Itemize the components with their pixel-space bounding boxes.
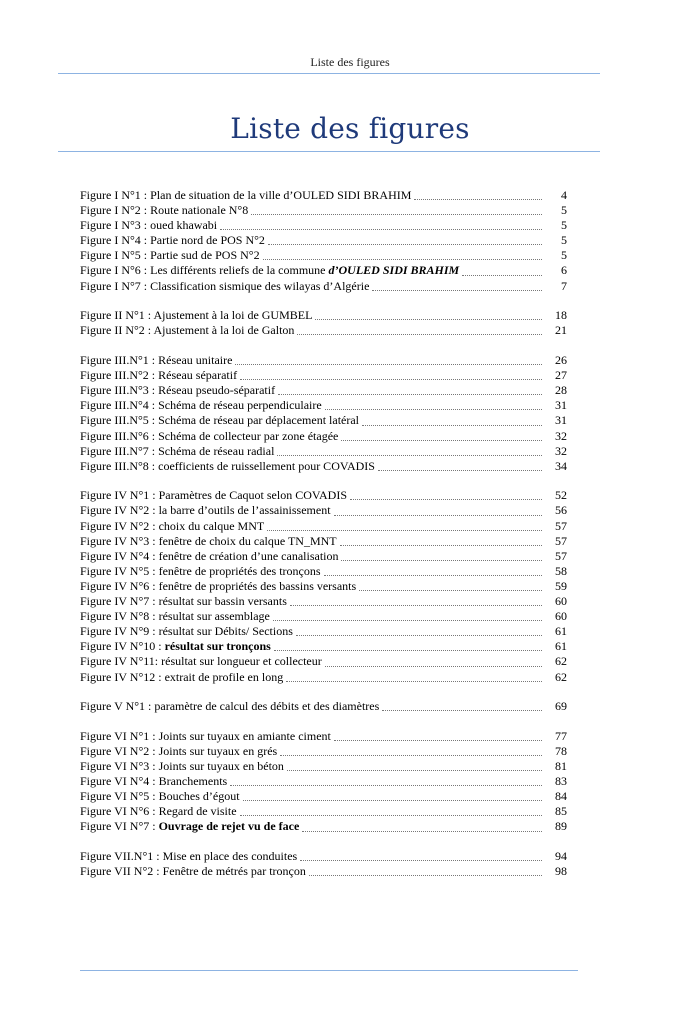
entry-label xyxy=(80,308,312,323)
page-number: 61 xyxy=(555,639,567,654)
toc-entry[interactable] xyxy=(80,519,567,534)
page-number: 5 xyxy=(561,203,567,218)
figure-caption: la barre d’outils de l’assainissement xyxy=(155,503,331,518)
figure-caption: Ajustement à la loi de Galton xyxy=(151,323,295,338)
dot-leader xyxy=(277,455,542,456)
toc-entry[interactable] xyxy=(80,368,567,383)
entry-label xyxy=(80,429,338,444)
page-number: 78 xyxy=(555,743,567,758)
figure-caption: oued khawabi xyxy=(147,218,218,233)
entry-label xyxy=(80,639,271,654)
entry-label xyxy=(80,534,337,549)
entry-label xyxy=(80,203,248,218)
entry-label xyxy=(80,218,217,233)
dot-leader xyxy=(315,319,542,320)
page-number: 94 xyxy=(555,849,567,864)
dot-leader xyxy=(341,560,542,561)
dot-leader xyxy=(359,590,542,591)
toc-entry[interactable] xyxy=(80,744,567,759)
figure-ref: Figure III.N°1 : xyxy=(80,353,156,368)
toc-entry[interactable] xyxy=(80,729,567,744)
page-number: 31 xyxy=(555,413,567,428)
page-title: Liste des figures xyxy=(230,112,470,145)
entry-label xyxy=(80,594,287,609)
figure-ref: Figure II N°1 : xyxy=(80,308,152,323)
toc-entry[interactable] xyxy=(80,459,567,474)
figure-caption: Paramètres de Caquot selon COVADIS xyxy=(155,488,347,503)
entry-label xyxy=(80,488,347,503)
toc-entry[interactable] xyxy=(80,864,567,879)
figure-caption: extrait de profile en long xyxy=(161,669,284,684)
figure-ref: Figure I N°3 : xyxy=(80,218,148,233)
page-number: 4 xyxy=(561,188,567,202)
figure-caption: Réseau pseudo-séparatif xyxy=(155,383,276,398)
entry-label xyxy=(80,819,299,834)
figure-ref: Figure III.N°2 : xyxy=(80,368,156,383)
page-number: 32 xyxy=(555,443,567,458)
figure-list xyxy=(80,188,567,894)
figure-ref: Figure IV N°5 : xyxy=(80,563,156,578)
figure-ref: Figure I N°6 : xyxy=(80,263,148,278)
entry-label xyxy=(80,804,237,819)
dot-leader xyxy=(325,666,542,667)
toc-entry[interactable] xyxy=(80,549,567,564)
figure-ref: Figure VII.N°1 : xyxy=(80,849,160,864)
dot-leader xyxy=(287,770,542,771)
toc-entry[interactable] xyxy=(80,429,567,444)
page-number: 57 xyxy=(555,518,567,533)
entry-label xyxy=(80,609,270,624)
toc-entry[interactable] xyxy=(80,203,567,218)
figure-caption: Partie nord de POS N°2 xyxy=(147,233,265,248)
dot-leader xyxy=(296,635,542,636)
figure-caption: fenêtre de propriétés des tronçons xyxy=(155,563,321,578)
dot-leader xyxy=(340,545,542,546)
figure-ref: Figure VI N°2 : xyxy=(80,743,156,758)
entry-label xyxy=(80,233,265,248)
figure-caption: Fenêtre de métrés par tronçon xyxy=(159,864,306,879)
figure-ref: Figure IV N°2 : xyxy=(80,518,156,533)
toc-entry[interactable] xyxy=(80,263,567,278)
figure-ref: Figure III.N°8 : xyxy=(80,458,156,473)
toc-entry[interactable] xyxy=(80,279,567,294)
entry-label xyxy=(80,263,459,278)
dot-leader xyxy=(362,425,542,426)
figure-ref: Figure IV N°9 : xyxy=(80,624,156,639)
figure-ref: Figure III.N°4 : xyxy=(80,398,156,413)
figure-ref: Figure IV N°7 : xyxy=(80,594,156,609)
entry-label xyxy=(80,654,322,669)
toc-entry[interactable] xyxy=(80,188,567,203)
figure-ref: Figure III.N°6 : xyxy=(80,428,156,443)
toc-entry[interactable] xyxy=(80,624,567,639)
dot-leader xyxy=(267,530,542,531)
page-number: 84 xyxy=(555,789,567,804)
figure-caption: Regard de visite xyxy=(155,804,237,819)
figure-caption: Classification sismique des wilayas d’Algérie xyxy=(147,278,370,293)
dot-leader xyxy=(341,440,542,441)
entry-label xyxy=(80,188,411,203)
page-number: 61 xyxy=(555,624,567,639)
figure-ref: Figure IV N°1 : xyxy=(80,488,156,503)
figure-ref: Figure IV N°2 : xyxy=(80,503,156,518)
figure-caption: Joints sur tuyaux en grés xyxy=(155,743,278,758)
figure-ref: Figure I N°4 : xyxy=(80,233,148,248)
dot-leader xyxy=(302,831,542,832)
figure-ref: Figure I N°1 : xyxy=(80,188,148,202)
figure-ref: Figure IV N°4 : xyxy=(80,548,156,563)
figure-caption: Joints sur tuyaux en amiante ciment xyxy=(155,728,331,743)
figure-group xyxy=(80,488,567,684)
dot-leader xyxy=(280,755,542,756)
figure-caption: fenêtre de choix du calque TN_MNT xyxy=(155,533,337,548)
entry-label xyxy=(80,279,369,294)
dot-leader xyxy=(350,499,542,500)
page-number: 5 xyxy=(561,233,567,248)
dot-leader xyxy=(309,875,542,876)
page-number: 81 xyxy=(555,759,567,774)
figure-caption: Schéma de réseau radial xyxy=(155,443,275,458)
page-number: 5 xyxy=(561,248,567,263)
dot-leader xyxy=(290,605,542,606)
entry-label xyxy=(80,383,275,398)
dot-leader xyxy=(274,650,542,651)
toc-entry[interactable] xyxy=(80,413,567,428)
figure-group xyxy=(80,308,567,338)
figure-caption: coefficients de ruissellement pour COVADIS xyxy=(155,458,375,473)
entry-label xyxy=(80,564,321,579)
dot-leader xyxy=(372,290,542,291)
dot-leader xyxy=(263,259,542,260)
entry-label xyxy=(80,789,240,804)
toc-entry[interactable] xyxy=(80,308,567,323)
toc-entry[interactable] xyxy=(80,248,567,263)
figure-caption-bold: résultat sur tronçons xyxy=(164,639,271,654)
dot-leader xyxy=(286,681,542,682)
figure-caption: Réseau séparatif xyxy=(155,368,238,383)
figure-caption: Route nationale N°8 xyxy=(147,203,249,218)
toc-entry[interactable] xyxy=(80,564,567,579)
page-number: 77 xyxy=(555,728,567,743)
figure-caption: Schéma de réseau par déplacement latéral xyxy=(155,413,360,428)
figure-ref: Figure VI N°4 : xyxy=(80,774,156,789)
entry-label xyxy=(80,413,359,428)
dot-leader xyxy=(278,394,542,395)
figure-ref: Figure VI N°1 : xyxy=(80,728,156,743)
figure-caption: Schéma de collecteur par zone étagée xyxy=(155,428,339,443)
toc-entry[interactable] xyxy=(80,534,567,549)
page-number: 59 xyxy=(555,578,567,593)
entry-label xyxy=(80,519,264,534)
figure-group xyxy=(80,353,567,474)
page-number: 69 xyxy=(555,699,567,714)
dot-leader xyxy=(220,229,542,230)
entry-label xyxy=(80,398,322,413)
entry-label xyxy=(80,368,237,383)
title-rule xyxy=(58,151,600,152)
dot-leader xyxy=(382,710,542,711)
dot-leader xyxy=(251,214,542,215)
dot-leader xyxy=(273,620,542,621)
page-number: 89 xyxy=(555,819,567,834)
figure-caption: Schéma de réseau perpendiculaire xyxy=(155,398,322,413)
entry-label xyxy=(80,624,293,639)
entry-label xyxy=(80,759,284,774)
dot-leader xyxy=(297,334,542,335)
toc-entry[interactable] xyxy=(80,353,567,368)
entry-label xyxy=(80,353,232,368)
page-number: 34 xyxy=(555,458,567,473)
toc-entry[interactable] xyxy=(80,383,567,398)
running-header: Liste des figures xyxy=(310,55,390,69)
entry-label xyxy=(80,744,277,759)
dot-leader xyxy=(300,860,542,861)
figure-ref: Figure IV N°12 : xyxy=(80,669,162,684)
figure-group xyxy=(80,699,567,714)
page-number: 56 xyxy=(555,503,567,518)
figure-ref: Figure IV N°8 : xyxy=(80,609,156,624)
page-number: 57 xyxy=(555,548,567,563)
toc-entry[interactable] xyxy=(80,609,567,624)
figure-caption-bold: Ouvrage de rejet vu de face xyxy=(158,819,300,834)
figure-caption-emphasis: d’OULED SIDI BRAHIM xyxy=(328,263,460,278)
page-number: 83 xyxy=(555,774,567,789)
page-number: 21 xyxy=(555,323,567,338)
toc-entry[interactable] xyxy=(80,218,567,233)
figure-caption: choix du calque MNT xyxy=(155,518,265,533)
figure-caption: résultat sur assemblage xyxy=(155,609,270,624)
figure-caption: Branchements xyxy=(155,774,228,789)
toc-entry[interactable] xyxy=(80,670,567,685)
toc-entry[interactable] xyxy=(80,699,567,714)
figure-ref: Figure IV N°11: xyxy=(80,654,159,669)
page-number: 6 xyxy=(561,263,567,278)
entry-label xyxy=(80,459,375,474)
figure-caption: Bouches d’égout xyxy=(155,789,240,804)
figure-group xyxy=(80,729,567,835)
figure-ref: Figure VII N°2 : xyxy=(80,864,160,879)
dot-leader xyxy=(324,575,542,576)
page-number: 28 xyxy=(555,383,567,398)
footer-rule xyxy=(80,970,578,971)
figure-caption: Ajustement à la loi de GUMBEL xyxy=(151,308,313,323)
toc-entry[interactable] xyxy=(80,233,567,248)
figure-caption: Réseau unitaire xyxy=(155,353,233,368)
page-number: 62 xyxy=(555,654,567,669)
toc-entry[interactable] xyxy=(80,759,567,774)
dot-leader xyxy=(414,199,542,200)
figure-caption: fenêtre de propriétés des bassins versants xyxy=(155,578,357,593)
figure-ref: Figure IV N°10 : xyxy=(80,639,162,654)
toc-entry[interactable] xyxy=(80,323,567,338)
entry-label xyxy=(80,323,294,338)
toc-entry[interactable] xyxy=(80,579,567,594)
entry-label xyxy=(80,503,331,518)
figure-ref: Figure I N°5 : xyxy=(80,248,148,263)
toc-entry[interactable] xyxy=(80,488,567,503)
page-number: 31 xyxy=(555,398,567,413)
page-number: 60 xyxy=(555,609,567,624)
dot-leader xyxy=(240,815,542,816)
header-rule xyxy=(58,73,600,74)
toc-entry[interactable] xyxy=(80,654,567,669)
toc-entry[interactable] xyxy=(80,804,567,819)
dot-leader xyxy=(325,409,542,410)
toc-entry[interactable] xyxy=(80,789,567,804)
dot-leader xyxy=(334,515,542,516)
page-number: 5 xyxy=(561,218,567,233)
figure-caption: fenêtre de création d’une canalisation xyxy=(155,548,339,563)
figure-ref: Figure III.N°3 : xyxy=(80,383,156,398)
entry-label xyxy=(80,670,283,685)
figure-caption: résultat sur bassin versants xyxy=(155,594,287,609)
figure-ref: Figure III.N°7 : xyxy=(80,443,156,458)
figure-ref: Figure VI N°3 : xyxy=(80,759,156,774)
entry-label xyxy=(80,864,306,879)
dot-leader xyxy=(462,275,542,276)
toc-entry[interactable] xyxy=(80,594,567,609)
dot-leader xyxy=(378,470,542,471)
entry-label xyxy=(80,248,260,263)
figure-caption: Les différents reliefs de la commune xyxy=(147,263,329,278)
figure-caption: Joints sur tuyaux en béton xyxy=(155,759,284,774)
figure-ref: Figure I N°7 : xyxy=(80,278,148,293)
dot-leader xyxy=(235,364,542,365)
figure-caption: Partie sud de POS N°2 xyxy=(147,248,260,263)
toc-entry[interactable] xyxy=(80,774,567,789)
toc-entry[interactable] xyxy=(80,444,567,459)
entry-label xyxy=(80,579,356,594)
page-number: 98 xyxy=(555,864,567,879)
dot-leader xyxy=(243,800,542,801)
figure-caption: résultat sur longueur et collecteur xyxy=(158,654,322,669)
figure-caption: Mise en place des conduites xyxy=(159,849,298,864)
figure-ref: Figure VI N°6 : xyxy=(80,804,156,819)
page-number: 57 xyxy=(555,533,567,548)
toc-entry[interactable] xyxy=(80,819,567,834)
page-number: 52 xyxy=(555,488,567,503)
figure-ref: Figure VI N°5 : xyxy=(80,789,156,804)
page-number: 7 xyxy=(561,278,567,293)
page-number: 85 xyxy=(555,804,567,819)
entry-label xyxy=(80,549,338,564)
figure-ref: Figure IV N°3 : xyxy=(80,533,156,548)
toc-entry[interactable] xyxy=(80,398,567,413)
figure-ref: Figure IV N°6 : xyxy=(80,578,156,593)
dot-leader xyxy=(230,785,542,786)
page-number: 18 xyxy=(555,308,567,323)
entry-label xyxy=(80,444,274,459)
toc-entry[interactable] xyxy=(80,503,567,518)
figure-ref: Figure II N°2 : xyxy=(80,323,152,338)
dot-leader xyxy=(240,379,542,380)
page-number: 27 xyxy=(555,368,567,383)
page-number: 60 xyxy=(555,594,567,609)
page-number: 62 xyxy=(555,669,567,684)
entry-label xyxy=(80,774,227,789)
entry-label xyxy=(80,729,331,744)
figure-ref: Figure III.N°5 : xyxy=(80,413,156,428)
entry-label xyxy=(80,699,379,714)
entry-label xyxy=(80,849,297,864)
figure-ref: Figure V N°1 : xyxy=(80,699,152,714)
figure-caption: Plan de situation de la ville d’OULED SIDI BRAHIM xyxy=(147,188,412,202)
page-number: 32 xyxy=(555,428,567,443)
figure-group xyxy=(80,849,567,879)
figure-caption: paramètre de calcul des débits et des diamètres xyxy=(151,699,380,714)
figure-ref: Figure VI N°7 : xyxy=(80,819,156,834)
toc-entry[interactable] xyxy=(80,849,567,864)
figure-caption: résultat sur Débits/ Sections xyxy=(155,624,293,639)
dot-leader xyxy=(334,740,542,741)
figure-ref: Figure I N°2 : xyxy=(80,203,148,218)
page-number: 26 xyxy=(555,353,567,368)
figure-group xyxy=(80,188,567,294)
dot-leader xyxy=(268,244,542,245)
toc-entry[interactable] xyxy=(80,639,567,654)
page-number: 58 xyxy=(555,563,567,578)
